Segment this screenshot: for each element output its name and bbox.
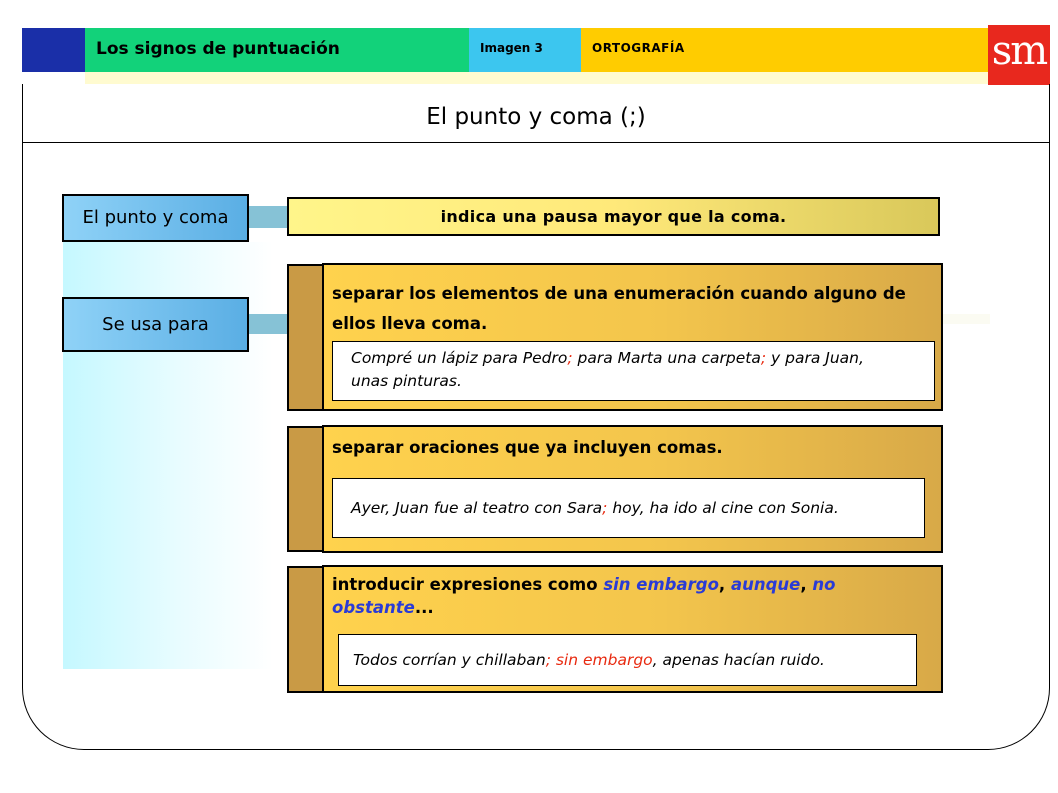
use-3-text-line-1: introducir expresiones como sin embargo, aunque, no [332,575,836,594]
header-navy-block [22,28,85,72]
definition-label: El punto y coma [62,194,249,242]
use-1-card [322,263,943,411]
keyword-obstante: obstante [332,598,415,617]
header-section [581,28,988,72]
use-1-tab [287,264,324,411]
use-3-card [322,565,943,693]
usage-label: Se usa para [62,297,249,352]
use-2-tab [287,426,324,552]
title-divider [22,142,1050,143]
use-3-text [332,573,835,619]
header-image-label-text: Imagen 3 [480,41,543,55]
definition-box: indica una pausa mayor que la coma. [287,197,940,236]
header-image-label [469,28,581,72]
keyword-sin-embargo: sin embargo [603,575,719,594]
semicolon-highlight: ; [760,349,767,367]
header-section-text: ORTOGRAFÍA [592,41,685,55]
use-1-text-line-1: separar los elementos de una enumeración cuando alguno de [332,284,906,303]
use-1-example [332,341,935,401]
sin-embargo-highlight: ; sin embargo [545,651,653,669]
use-1-example-line-1: Compré un lápiz para Pedro; para Marta una carpeta; y para Juan, [351,349,864,367]
usage-connector [249,314,289,334]
sm-logo: sm [988,25,1050,85]
use-3-example: Todos corrían y chillaban; sin embargo, apenas hacían ruido. [338,634,917,686]
keyword-no: no [812,575,836,594]
use-3-text-line-2: obstante... [332,598,434,617]
header-underline-band [85,72,988,84]
use-1-example-line-2: unas pinturas. [351,372,462,390]
use-3-tab [287,566,324,693]
use-2-text: separar oraciones que ya incluyen comas. [332,438,723,457]
semicolon-highlight: ; [567,349,573,367]
definition-connector [249,206,289,228]
use-1-text-line-2: ellos lleva coma. [332,314,488,333]
semicolon-highlight: ; [602,499,608,517]
header-subject [85,28,469,72]
use-2-example: Ayer, Juan fue al teatro con Sara; hoy, ha ido al cine con Sonia. [332,478,925,538]
keyword-aunque: aunque [730,575,801,594]
page-title: El punto y coma (;) [426,104,646,130]
header-subject-text: Los signos de puntuación [96,39,340,59]
use-2-card [322,425,943,553]
